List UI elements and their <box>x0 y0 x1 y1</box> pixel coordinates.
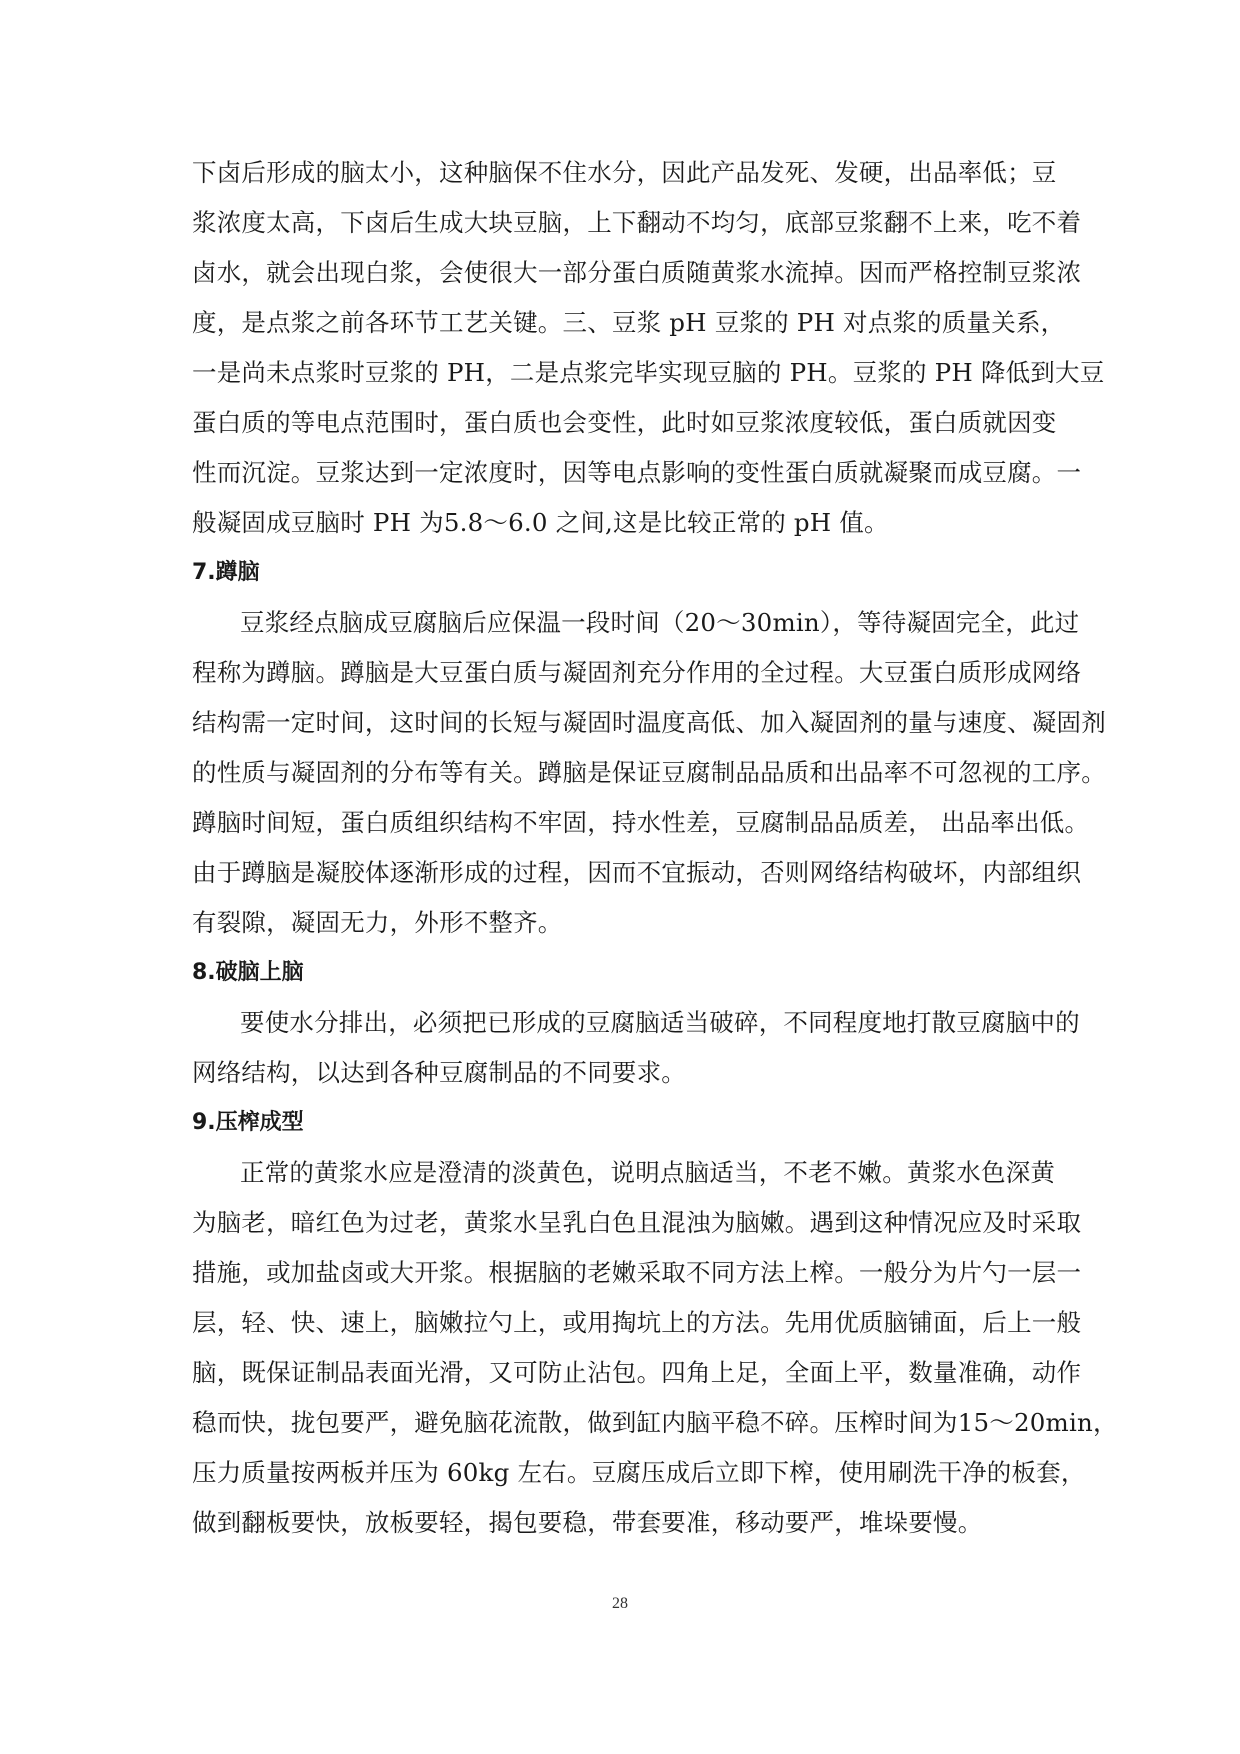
text-line: 一是尚未点浆时豆浆的 PH，二是点浆完毕实现豆脑的 PH。豆浆的 PH 降低到大豆 <box>192 358 1105 387</box>
text-line: 度，是点浆之前各环节工艺关键。三、豆浆 pH 豆浆的 PH 对点浆的质量关系， <box>192 308 1066 337</box>
text-line: 稳而快，拢包要严，避免脑花流散，做到缸内脑平稳不碎。压榨时间为15～20min， <box>192 1408 1118 1437</box>
section-yazha-chengxing <box>192 1098 1118 1548</box>
text-line: 下卤后形成的脑太小，这种脑保不住水分，因此产品发死、发硬，出品率低；豆 <box>192 158 1057 187</box>
section-dunnao <box>192 548 1106 948</box>
text-line: 豆浆经点脑成豆腐脑后应保温一段时间（20～30min），等待凝固完全，此过 <box>240 608 1080 637</box>
text-line: 程称为蹲脑。蹲脑是大豆蛋白质与凝固剂充分作用的全过程。大豆蛋白质形成网络 <box>192 658 1082 687</box>
text-line: 措施，或加盐卤或大开浆。根据脑的老嫩采取不同方法上榨。一般分为片勺一层一 <box>192 1258 1082 1287</box>
text-line: 的性质与凝固剂的分布等有关。蹲脑是保证豆腐制品品质和出品率不可忽视的工序。 <box>192 758 1106 787</box>
section-ponao-shangnao <box>192 948 1080 1098</box>
text-line: 般凝固成豆脑时 PH 为5.8～6.0 之间,这是比较正常的 pH 值。 <box>192 508 889 537</box>
text-line: 有裂隙，凝固无力，外形不整齐。 <box>192 908 563 937</box>
paragraph-continuation <box>192 148 1105 548</box>
section-heading: 9.压榨成型 <box>192 1110 304 1135</box>
text-line: 蛋白质的等电点范围时，蛋白质也会变性，此时如豆浆浓度较低，蛋白质就因变 <box>192 408 1057 437</box>
page-number: 28 <box>612 1595 628 1612</box>
text-line: 结构需一定时间，这时间的长短与凝固时温度高低、加入凝固剂的量与速度、凝固剂 <box>192 708 1106 737</box>
text-line: 网络结构，以达到各种豆腐制品的不同要求。 <box>192 1058 686 1087</box>
text-line: 脑，既保证制品表面光滑，又可防止沾包。四角上足，全面上平，数量准确，动作 <box>192 1358 1082 1387</box>
text-line: 性而沉淀。豆浆达到一定浓度时，因等电点影响的变性蛋白质就凝聚而成豆腐。一 <box>192 458 1082 487</box>
text-line: 要使水分排出，必须把已形成的豆腐脑适当破碎，不同程度地打散豆腐脑中的 <box>240 1008 1080 1037</box>
section-heading: 8.破脑上脑 <box>192 960 304 985</box>
text-line: 正常的黄浆水应是澄清的淡黄色，说明点脑适当，不老不嫩。黄浆水色深黄 <box>240 1158 1056 1187</box>
document-body <box>192 148 1118 1548</box>
text-line: 压力质量按两板并压为 60kg 左右。豆腐压成后立即下榨，使用刷洗干净的板套， <box>192 1458 1086 1487</box>
text-line: 卤水，就会出现白浆，会使很大一部分蛋白质随黄浆水流掉。因而严格控制豆浆浓 <box>192 258 1082 287</box>
text-line: 浆浓度太高，下卤后生成大块豆脑，上下翻动不均匀，底部豆浆翻不上来，吃不着 <box>192 208 1082 237</box>
section-heading: 7.蹲脑 <box>192 560 260 585</box>
text-line: 由于蹲脑是凝胶体逐渐形成的过程，因而不宜振动，否则网络结构破坏，内部组织 <box>192 858 1082 887</box>
text-line: 蹲脑时间短，蛋白质组织结构不牢固，持水性差，豆腐制品品质差， 出品率出低。 <box>192 808 1090 837</box>
text-line: 做到翻板要快，放板要轻，揭包要稳，带套要准，移动要严，堆垛要慢。 <box>192 1508 983 1537</box>
text-line: 为脑老，暗红色为过老，黄浆水呈乳白色且混浊为脑嫩。遇到这种情况应及时采取 <box>192 1208 1082 1237</box>
text-line: 层，轻、快、速上，脑嫩拉勺上，或用掏坑上的方法。先用优质脑铺面，后上一般 <box>192 1308 1082 1337</box>
